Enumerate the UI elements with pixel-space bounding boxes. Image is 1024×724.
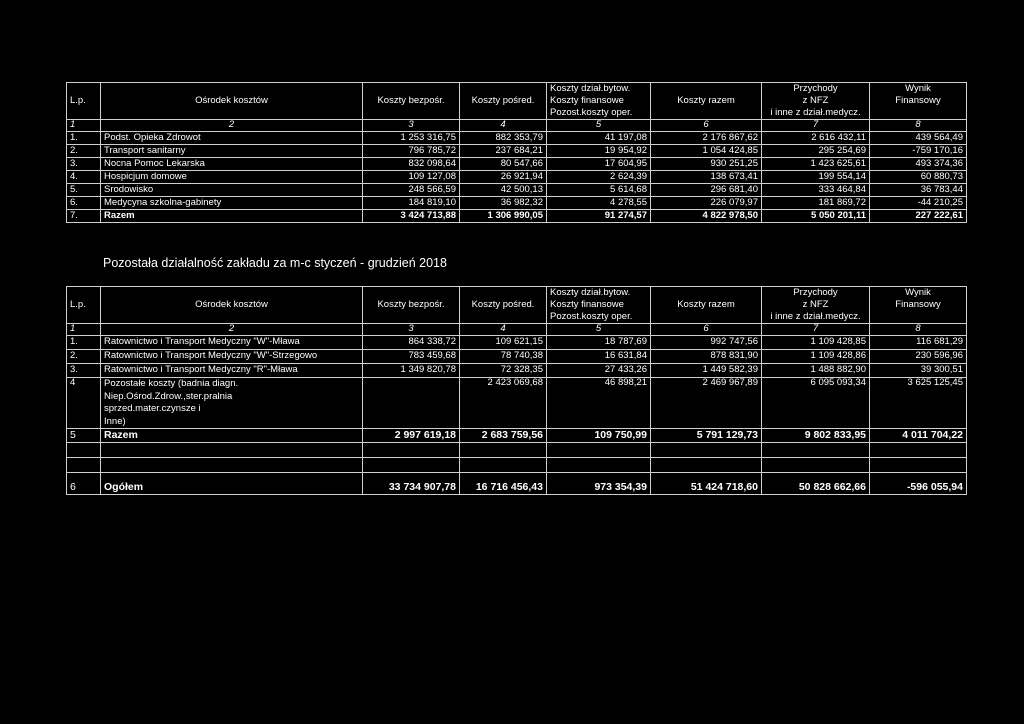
cell-przychody: 1 109 428,85 <box>762 336 870 350</box>
table-row <box>67 171 967 184</box>
header-wynik: Wynik Finansowy <box>870 83 967 120</box>
colnum: 3 <box>363 120 460 132</box>
cell-posred: 26 921,94 <box>460 171 547 184</box>
empty-row <box>67 458 967 473</box>
cell-bezposr <box>363 378 460 429</box>
total-row <box>67 210 967 223</box>
header-przychody: Przychody z NFZ i inne z dział.medycz. <box>762 83 870 120</box>
colnum: 4 <box>460 324 547 336</box>
table-row <box>67 364 967 378</box>
row-name: Hospicjum domowe <box>101 171 363 184</box>
cell-bezposr: 1 253 316,75 <box>363 132 460 145</box>
colnum: 2 <box>101 324 363 336</box>
row-name-line: Niep.Ośrod.Zdrow.,ster.pralnia <box>104 390 233 402</box>
cell-bezposr: 864 338,72 <box>363 336 460 350</box>
table-row <box>67 184 967 197</box>
cell-bezposr: 783 459,68 <box>363 350 460 364</box>
header-wynik: Wynik Finansowy <box>870 287 967 324</box>
header-posred: Koszty pośred. <box>460 83 547 120</box>
cell-dzial: 41 197,08 <box>547 132 651 145</box>
header-razem: Koszty razem <box>651 83 762 120</box>
cell-posred: 78 740,38 <box>460 350 547 364</box>
cell-razem: 1 054 424,85 <box>651 145 762 158</box>
table-row-other-costs <box>67 378 967 429</box>
table-row <box>67 145 967 158</box>
cell-wynik: 227 222,61 <box>870 210 967 223</box>
header-dzial: Koszty dział.bytow. Koszty finansowe Pozost.koszty oper. <box>547 83 651 120</box>
row-name-line: sprzed.mater.czynsze i <box>104 403 201 414</box>
row-lp: 2. <box>67 145 101 158</box>
column-numbers-row <box>67 324 967 336</box>
cell-posred: 1 306 990,05 <box>460 210 547 223</box>
cell-dzial: 109 750,99 <box>547 429 651 443</box>
cell-posred: 882 353,79 <box>460 132 547 145</box>
row-name: Ogółem <box>101 473 363 495</box>
cell-razem: 226 079,97 <box>651 197 762 210</box>
cell-posred: 80 547,66 <box>460 158 547 171</box>
cell-bezposr: 109 127,08 <box>363 171 460 184</box>
row-name-line: Pozostałe koszty (badnia diagn. <box>104 378 239 389</box>
row-lp: 2. <box>67 350 101 364</box>
colnum: 5 <box>547 324 651 336</box>
cell-bezposr: 184 819,10 <box>363 197 460 210</box>
row-name: Podst. Opieka Zdrowot <box>101 132 363 145</box>
colnum: 6 <box>651 324 762 336</box>
cell-przychody: 1 488 882,90 <box>762 364 870 378</box>
cell-razem: 1 449 582,39 <box>651 364 762 378</box>
table-row <box>67 132 967 145</box>
cell-wynik: 39 300,51 <box>870 364 967 378</box>
row-lp: 3. <box>67 364 101 378</box>
cell-razem: 930 251,25 <box>651 158 762 171</box>
cell-bezposr: 1 349 820,78 <box>363 364 460 378</box>
header-bezposr: Koszty bezpośr. <box>363 83 460 120</box>
cell-wynik: 4 011 704,22 <box>870 429 967 443</box>
cell-wynik: -44 210,25 <box>870 197 967 210</box>
cell-dzial: 19 954,92 <box>547 145 651 158</box>
cell-wynik: 230 596,96 <box>870 350 967 364</box>
colnum: 8 <box>870 324 967 336</box>
cell-bezposr: 796 785,72 <box>363 145 460 158</box>
cell-wynik: 493 374,36 <box>870 158 967 171</box>
row-name: Medycyna szkolna-gabinety <box>101 197 363 210</box>
header-osrodek: Ośrodek kosztów <box>101 287 363 324</box>
cell-przychody: 6 095 093,34 <box>762 378 870 429</box>
row-name-line: Inne) <box>104 415 126 427</box>
costs-table-other <box>66 286 967 495</box>
colnum: 4 <box>460 120 547 132</box>
header-razem: Koszty razem <box>651 287 762 324</box>
cell-bezposr: 248 566,59 <box>363 184 460 197</box>
cell-wynik: 60 880,73 <box>870 171 967 184</box>
colnum: 3 <box>363 324 460 336</box>
cell-przychody: 50 828 662,66 <box>762 473 870 495</box>
row-lp: 1. <box>67 132 101 145</box>
cell-przychody: 295 254,69 <box>762 145 870 158</box>
costs-table-medical <box>66 82 967 223</box>
cell-razem: 878 831,90 <box>651 350 762 364</box>
row-name: Transport sanitarny <box>101 145 363 158</box>
cell-posred: 2 423 069,68 <box>460 378 547 429</box>
cell-razem: 296 681,40 <box>651 184 762 197</box>
cell-razem: 992 747,56 <box>651 336 762 350</box>
cell-posred: 42 500,13 <box>460 184 547 197</box>
cell-wynik: 3 625 125,45 <box>870 378 967 429</box>
cell-wynik: -596 055,94 <box>870 473 967 495</box>
cell-posred: 16 716 456,43 <box>460 473 547 495</box>
cell-przychody: 333 464,84 <box>762 184 870 197</box>
cell-razem: 2 176 867,62 <box>651 132 762 145</box>
cell-posred: 72 328,35 <box>460 364 547 378</box>
colnum: 1 <box>67 324 101 336</box>
header-posred: Koszty pośred. <box>460 287 547 324</box>
row-name: Srodowisko <box>101 184 363 197</box>
row-lp: 4 <box>67 378 101 429</box>
row-name: Razem <box>101 429 363 443</box>
row-lp: 3. <box>67 158 101 171</box>
cell-przychody: 1 423 625,61 <box>762 158 870 171</box>
cell-wynik: 36 783,44 <box>870 184 967 197</box>
cell-bezposr: 2 997 619,18 <box>363 429 460 443</box>
header-lp: L.p. <box>67 83 101 120</box>
cell-posred: 36 982,32 <box>460 197 547 210</box>
cell-bezposr: 3 424 713,88 <box>363 210 460 223</box>
total-row <box>67 429 967 443</box>
cell-razem: 51 424 718,60 <box>651 473 762 495</box>
row-lp: 5 <box>67 429 101 443</box>
cell-dzial: 16 631,84 <box>547 350 651 364</box>
colnum: 1 <box>67 120 101 132</box>
cell-dzial: 4 278,55 <box>547 197 651 210</box>
cell-dzial: 5 614,68 <box>547 184 651 197</box>
row-name <box>101 378 363 429</box>
cell-przychody: 5 050 201,11 <box>762 210 870 223</box>
cell-bezposr: 832 098,64 <box>363 158 460 171</box>
row-lp: 6 <box>67 473 101 495</box>
cell-razem: 4 822 978,50 <box>651 210 762 223</box>
cell-przychody: 2 616 432,11 <box>762 132 870 145</box>
cell-dzial: 46 898,21 <box>547 378 651 429</box>
row-lp: 7. <box>67 210 101 223</box>
cell-dzial: 2 624,39 <box>547 171 651 184</box>
cell-wynik: 116 681,29 <box>870 336 967 350</box>
cell-dzial: 91 274,57 <box>547 210 651 223</box>
table-row <box>67 158 967 171</box>
cell-razem: 2 469 967,89 <box>651 378 762 429</box>
header-osrodek: Ośrodek kosztów <box>101 83 363 120</box>
cell-dzial: 27 433,26 <box>547 364 651 378</box>
cell-wynik: -759 170,16 <box>870 145 967 158</box>
section-title: Pozostała działalność zakładu za m-c styczeń - grudzień 2018 <box>103 256 447 270</box>
row-lp: 4. <box>67 171 101 184</box>
cell-posred: 109 621,15 <box>460 336 547 350</box>
table-row <box>67 336 967 350</box>
row-name: Ratownictwo i Transport Medyczny "W"-Mława <box>101 336 363 350</box>
row-lp: 1. <box>67 336 101 350</box>
table-header <box>67 83 967 120</box>
table-header <box>67 287 967 324</box>
cell-wynik: 439 564,49 <box>870 132 967 145</box>
header-bezposr: Koszty bezpośr. <box>363 287 460 324</box>
empty-row <box>67 443 967 458</box>
cell-posred: 237 684,21 <box>460 145 547 158</box>
grand-total-row <box>67 473 967 495</box>
colnum: 2 <box>101 120 363 132</box>
cell-dzial: 973 354,39 <box>547 473 651 495</box>
cell-przychody: 199 554,14 <box>762 171 870 184</box>
table-row <box>67 197 967 210</box>
colnum: 6 <box>651 120 762 132</box>
cell-przychody: 1 109 428,86 <box>762 350 870 364</box>
colnum: 5 <box>547 120 651 132</box>
row-lp: 5. <box>67 184 101 197</box>
cell-przychody: 181 869,72 <box>762 197 870 210</box>
table-row <box>67 350 967 364</box>
header-przychody: Przychody z NFZ i inne z dział.medycz. <box>762 287 870 324</box>
colnum: 7 <box>762 324 870 336</box>
cell-razem: 138 673,41 <box>651 171 762 184</box>
row-name: Nocna Pomoc Lekarska <box>101 158 363 171</box>
cell-posred: 2 683 759,56 <box>460 429 547 443</box>
cell-dzial: 18 787,69 <box>547 336 651 350</box>
header-lp: L.p. <box>67 287 101 324</box>
cell-razem: 5 791 129,73 <box>651 429 762 443</box>
cell-dzial: 17 604,95 <box>547 158 651 171</box>
row-name: Ratownictwo i Transport Medyczny "R"-Mława <box>101 364 363 378</box>
row-lp: 6. <box>67 197 101 210</box>
header-dzial: Koszty dział.bytow. Koszty finansowe Pozost.koszty oper. <box>547 287 651 324</box>
colnum: 8 <box>870 120 967 132</box>
colnum: 7 <box>762 120 870 132</box>
row-name: Razem <box>101 210 363 223</box>
row-name: Ratownictwo i Transport Medyczny "W"-Strzegowo <box>101 350 363 364</box>
column-numbers-row <box>67 120 967 132</box>
cell-bezposr: 33 734 907,78 <box>363 473 460 495</box>
cell-przychody: 9 802 833,95 <box>762 429 870 443</box>
